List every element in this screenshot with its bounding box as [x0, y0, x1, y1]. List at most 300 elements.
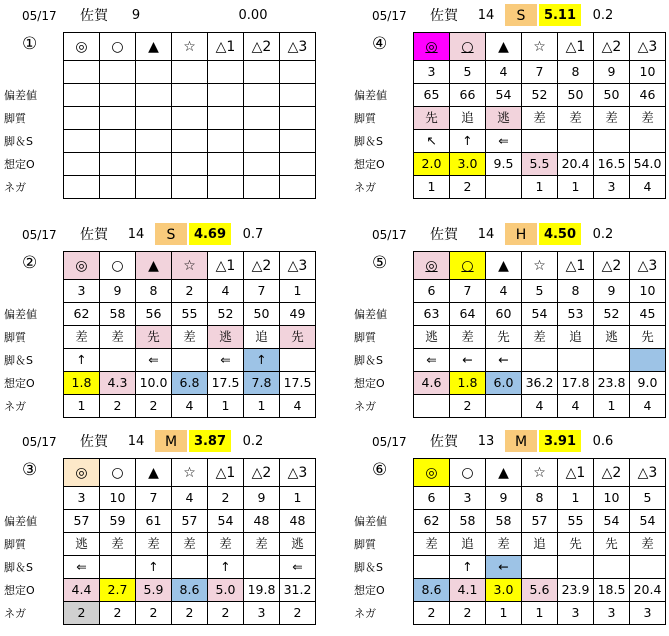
table-cell: 差	[244, 533, 280, 556]
table-cell: 9	[486, 487, 522, 510]
table-cell: 8.6	[414, 579, 450, 602]
table-cell	[244, 153, 280, 176]
table-cell: ↑	[208, 556, 244, 579]
table-cell: 先	[414, 107, 450, 130]
table-cell: 6.0	[486, 372, 522, 395]
table-cell	[208, 61, 244, 84]
table-cell	[136, 84, 172, 107]
table-cell: 7.8	[244, 372, 280, 395]
table-cell: 10	[100, 487, 136, 510]
table-cell	[172, 349, 208, 372]
table-cell	[630, 349, 666, 372]
table-cell: ⇐	[486, 130, 522, 153]
table-cell: 8	[558, 280, 594, 303]
table-cell: 2	[100, 395, 136, 418]
odds-value: 0.2	[592, 8, 614, 23]
table-cell: 31.2	[280, 579, 316, 602]
race-date: 05/17	[372, 228, 407, 242]
prediction-panel-5	[350, 223, 668, 423]
table-cell	[208, 130, 244, 153]
table-cell: 3.0	[486, 579, 522, 602]
row-label: ネガ	[4, 400, 26, 413]
table-cell	[244, 130, 280, 153]
mark-cell: ▲	[486, 252, 522, 280]
table-cell: 61	[136, 510, 172, 533]
table-cell: 2.0	[414, 153, 450, 176]
table-cell: 追	[244, 326, 280, 349]
table-cell: 54	[522, 303, 558, 326]
table-cell: 1	[558, 176, 594, 199]
table-cell: 4	[486, 61, 522, 84]
row-label: 想定O	[4, 158, 35, 171]
row-label: 偏差値	[4, 515, 37, 528]
race-date: 05/17	[372, 435, 407, 449]
row-label: ネガ	[4, 181, 26, 194]
table-cell: 4.3	[100, 372, 136, 395]
table-cell: 2	[450, 602, 486, 625]
mark-cell: ☆	[522, 33, 558, 61]
table-cell: 2	[450, 176, 486, 199]
table-cell: 4	[208, 280, 244, 303]
mark-cell: ▲	[486, 459, 522, 487]
mark-row	[414, 459, 666, 487]
table-cell: ⇐	[136, 349, 172, 372]
table-cell: 48	[244, 510, 280, 533]
table-cell: 60	[486, 303, 522, 326]
table-cell: 7	[522, 61, 558, 84]
prediction-grid	[413, 251, 666, 418]
row-label: 偏差値	[354, 515, 387, 528]
mark-cell: ◎	[64, 459, 100, 487]
table-cell: 3	[450, 487, 486, 510]
table-row	[414, 602, 666, 625]
table-cell: 3	[414, 61, 450, 84]
row-label: 想定O	[4, 584, 35, 597]
mark-cell: ○	[100, 252, 136, 280]
table-cell: 2	[100, 602, 136, 625]
table-row	[64, 176, 316, 199]
prediction-grid	[63, 458, 316, 625]
table-row	[64, 326, 316, 349]
rating-value: 4.50	[539, 223, 581, 245]
row-label: 想定O	[4, 377, 35, 390]
mark-cell: ◎	[64, 252, 100, 280]
table-cell: 差	[522, 326, 558, 349]
table-row	[64, 602, 316, 625]
panel-header	[350, 223, 668, 247]
mark-cell: △3	[630, 252, 666, 280]
table-cell: 52	[522, 84, 558, 107]
row-label: 脚質	[4, 112, 26, 125]
venue-name: 佐賀	[80, 227, 108, 243]
mark-cell: △1	[208, 252, 244, 280]
table-cell: 4.4	[64, 579, 100, 602]
table-cell: 2	[414, 602, 450, 625]
row-label: ネガ	[354, 607, 376, 620]
mark-row	[414, 33, 666, 61]
row-label: 脚＆S	[354, 135, 383, 148]
venue-name: 佐賀	[430, 8, 458, 24]
table-row	[414, 533, 666, 556]
table-cell: 2	[208, 602, 244, 625]
table-row	[414, 372, 666, 395]
table-cell: 49	[280, 303, 316, 326]
table-cell	[522, 130, 558, 153]
table-cell: 2	[136, 395, 172, 418]
mark-row	[64, 459, 316, 487]
table-cell	[100, 349, 136, 372]
table-cell	[100, 130, 136, 153]
table-cell: 9	[594, 61, 630, 84]
table-cell: 17.5	[280, 372, 316, 395]
mark-row	[64, 33, 316, 61]
mark-cell: △1	[208, 33, 244, 61]
table-cell: 3	[558, 602, 594, 625]
table-row	[64, 107, 316, 130]
mark-cell: △3	[280, 252, 316, 280]
table-cell: 差	[450, 326, 486, 349]
table-cell: 4	[522, 395, 558, 418]
table-cell	[280, 84, 316, 107]
table-row	[414, 487, 666, 510]
table-cell: 54	[486, 84, 522, 107]
table-cell: 57	[172, 510, 208, 533]
table-cell: 54	[594, 510, 630, 533]
table-cell	[244, 61, 280, 84]
race-number: ④	[372, 34, 388, 54]
table-cell: 4	[486, 280, 522, 303]
table-row	[64, 84, 316, 107]
table-cell: ↑	[64, 349, 100, 372]
table-cell: 1	[522, 602, 558, 625]
table-cell: 53	[558, 303, 594, 326]
table-cell: ↑	[244, 349, 280, 372]
table-cell: 5	[522, 280, 558, 303]
grade-badge: S	[505, 4, 537, 26]
venue-name: 佐賀	[80, 8, 108, 24]
table-row	[64, 372, 316, 395]
table-cell: 1	[486, 602, 522, 625]
race-number: ①	[22, 34, 38, 54]
table-cell: 7	[450, 280, 486, 303]
table-cell: 57	[522, 510, 558, 533]
table-cell: 差	[558, 107, 594, 130]
table-cell: 2	[136, 602, 172, 625]
table-cell: 59	[100, 510, 136, 533]
mark-cell: △2	[244, 459, 280, 487]
row-label: 想定O	[354, 377, 385, 390]
row-label: ネガ	[354, 181, 376, 194]
odds-value: 0.6	[592, 434, 614, 449]
table-cell: 先	[280, 326, 316, 349]
odds-value: 0.2	[242, 434, 264, 449]
table-row	[64, 510, 316, 533]
prediction-grid	[63, 251, 316, 418]
table-cell: 1	[558, 487, 594, 510]
mark-cell: ◎	[64, 33, 100, 61]
row-label: 脚質	[354, 112, 376, 125]
rating-value: 5.11	[539, 4, 581, 26]
table-cell	[594, 349, 630, 372]
table-cell: 50	[594, 84, 630, 107]
prediction-grid	[63, 32, 316, 199]
table-cell	[136, 107, 172, 130]
table-cell: 4	[630, 176, 666, 199]
table-cell: 3	[594, 602, 630, 625]
rating-value: 3.87	[189, 430, 231, 452]
table-cell: 逃	[64, 533, 100, 556]
rating-value: 4.69	[189, 223, 231, 245]
table-cell: 17.8	[558, 372, 594, 395]
table-cell: 9	[100, 280, 136, 303]
grade-badge: M	[505, 430, 537, 452]
table-cell	[172, 176, 208, 199]
table-cell: 5.5	[522, 153, 558, 176]
table-cell: 追	[522, 533, 558, 556]
mark-cell: △1	[208, 459, 244, 487]
table-cell	[280, 176, 316, 199]
table-cell: 1.8	[450, 372, 486, 395]
table-cell: 4.6	[414, 372, 450, 395]
table-cell	[172, 61, 208, 84]
table-row	[64, 533, 316, 556]
table-cell: 16.5	[594, 153, 630, 176]
odds-value: 0.2	[592, 227, 614, 242]
table-cell: ←	[486, 349, 522, 372]
race-date: 05/17	[22, 228, 57, 242]
table-cell: 1	[208, 395, 244, 418]
table-cell: 7	[244, 280, 280, 303]
table-cell: 1	[414, 176, 450, 199]
table-cell	[100, 556, 136, 579]
table-cell: 6	[414, 487, 450, 510]
table-cell	[414, 395, 450, 418]
row-label: 偏差値	[354, 308, 387, 321]
mark-cell: △3	[630, 459, 666, 487]
mark-cell: △2	[244, 252, 280, 280]
table-cell	[558, 349, 594, 372]
prediction-grid	[413, 458, 666, 625]
table-cell: 50	[244, 303, 280, 326]
prediction-panel-6	[350, 430, 668, 630]
row-label: 想定O	[354, 158, 385, 171]
runner-count: 9	[131, 8, 141, 23]
table-row	[64, 303, 316, 326]
table-cell: 10	[630, 280, 666, 303]
table-cell: 1	[522, 176, 558, 199]
table-row	[64, 556, 316, 579]
table-cell: ↖	[414, 130, 450, 153]
mark-cell: ☆	[172, 459, 208, 487]
table-cell	[280, 349, 316, 372]
rating-value	[189, 4, 231, 26]
venue-name: 佐賀	[430, 227, 458, 243]
row-label: 脚＆S	[4, 354, 33, 367]
table-row	[414, 153, 666, 176]
table-cell: 2	[450, 395, 486, 418]
table-cell: 逃	[414, 326, 450, 349]
table-cell: ↑	[450, 556, 486, 579]
table-cell: 62	[64, 303, 100, 326]
table-cell	[100, 176, 136, 199]
table-cell: 差	[630, 533, 666, 556]
panel-header	[0, 430, 318, 454]
table-cell: 36.2	[522, 372, 558, 395]
table-row	[414, 303, 666, 326]
table-cell: 9	[244, 487, 280, 510]
table-cell: 4	[280, 395, 316, 418]
table-cell: 8	[558, 61, 594, 84]
table-cell: 先	[486, 326, 522, 349]
table-cell: 10.0	[136, 372, 172, 395]
table-row	[64, 487, 316, 510]
table-cell: ↑	[136, 556, 172, 579]
table-cell: 10	[630, 61, 666, 84]
table-cell	[280, 153, 316, 176]
row-label: 偏差値	[4, 308, 37, 321]
table-cell: 54	[630, 510, 666, 533]
table-cell	[244, 84, 280, 107]
table-cell: 3	[630, 602, 666, 625]
prediction-grid	[413, 32, 666, 199]
row-label: ネガ	[4, 607, 26, 620]
table-cell	[208, 153, 244, 176]
table-cell: ⇐	[414, 349, 450, 372]
table-row	[414, 395, 666, 418]
panel-header	[350, 430, 668, 454]
table-cell	[630, 556, 666, 579]
table-cell: 55	[558, 510, 594, 533]
table-cell: 差	[208, 533, 244, 556]
table-cell: 差	[522, 107, 558, 130]
table-cell: 50	[558, 84, 594, 107]
table-cell	[64, 153, 100, 176]
table-cell: 差	[172, 326, 208, 349]
table-cell: 差	[136, 533, 172, 556]
table-cell: 差	[486, 533, 522, 556]
table-cell: ⇐	[280, 556, 316, 579]
table-cell: 1	[280, 280, 316, 303]
table-cell: 5	[450, 61, 486, 84]
table-cell: 8	[522, 487, 558, 510]
table-cell: 54	[208, 510, 244, 533]
race-number: ⑤	[372, 253, 388, 273]
grade-badge	[155, 4, 187, 26]
table-cell: 64	[450, 303, 486, 326]
mark-cell: ○	[450, 459, 486, 487]
table-cell: 5.0	[208, 579, 244, 602]
prediction-panel-1	[0, 4, 318, 204]
table-row	[414, 579, 666, 602]
table-cell: 55	[172, 303, 208, 326]
table-cell: 3.0	[450, 153, 486, 176]
mark-cell: ☆	[172, 252, 208, 280]
table-row	[414, 349, 666, 372]
row-label: 脚質	[354, 331, 376, 344]
table-cell: 4.1	[450, 579, 486, 602]
runner-count: 14	[477, 8, 495, 23]
mark-cell: ◎	[414, 459, 450, 487]
table-cell: 2	[64, 602, 100, 625]
table-cell: ←	[450, 349, 486, 372]
table-cell: 5.6	[522, 579, 558, 602]
race-number: ③	[22, 460, 38, 480]
table-row	[414, 61, 666, 84]
mark-cell: ▲	[136, 252, 172, 280]
table-cell: 58	[100, 303, 136, 326]
table-row	[414, 326, 666, 349]
venue-name: 佐賀	[430, 434, 458, 450]
table-cell: 差	[172, 533, 208, 556]
grade-badge: H	[505, 223, 537, 245]
table-cell: 先	[136, 326, 172, 349]
table-cell: 1	[244, 395, 280, 418]
table-cell: 6	[414, 280, 450, 303]
table-row	[64, 280, 316, 303]
grade-badge: S	[155, 223, 187, 245]
table-cell	[64, 107, 100, 130]
runner-count: 14	[127, 434, 145, 449]
row-label: 脚＆S	[354, 561, 383, 574]
table-cell: 65	[414, 84, 450, 107]
table-cell	[280, 61, 316, 84]
table-cell: 2	[208, 487, 244, 510]
table-cell: 54.0	[630, 153, 666, 176]
table-cell	[136, 153, 172, 176]
table-cell	[208, 176, 244, 199]
table-cell: 先	[558, 533, 594, 556]
table-cell: 9.5	[486, 153, 522, 176]
mark-row	[414, 252, 666, 280]
table-cell	[172, 84, 208, 107]
odds-value: 0.7	[242, 227, 264, 242]
table-row	[414, 84, 666, 107]
table-cell: 2.7	[100, 579, 136, 602]
table-cell: 46	[630, 84, 666, 107]
table-cell: 23.9	[558, 579, 594, 602]
table-cell: 5.9	[136, 579, 172, 602]
table-cell: 2	[172, 602, 208, 625]
table-cell	[522, 556, 558, 579]
table-cell: 17.5	[208, 372, 244, 395]
row-label: ネガ	[354, 400, 376, 413]
table-cell: 1	[594, 395, 630, 418]
table-cell: 1	[280, 487, 316, 510]
table-cell: ⇐	[64, 556, 100, 579]
mark-cell: ☆	[522, 252, 558, 280]
table-row	[414, 130, 666, 153]
table-row	[414, 280, 666, 303]
table-cell: 逃	[594, 326, 630, 349]
table-cell: 追	[450, 533, 486, 556]
table-cell: 58	[450, 510, 486, 533]
table-cell: 差	[64, 326, 100, 349]
table-cell: 23.8	[594, 372, 630, 395]
table-cell	[172, 107, 208, 130]
table-row	[64, 153, 316, 176]
table-cell: 4	[172, 487, 208, 510]
mark-cell: ▲	[136, 33, 172, 61]
table-cell	[558, 130, 594, 153]
table-cell: 52	[594, 303, 630, 326]
mark-cell: △3	[280, 33, 316, 61]
race-date: 05/17	[22, 435, 57, 449]
table-cell	[630, 130, 666, 153]
table-cell: 20.4	[630, 579, 666, 602]
mark-cell: ◎	[414, 33, 450, 61]
mark-cell: ▲	[136, 459, 172, 487]
row-label: 脚＆S	[4, 135, 33, 148]
